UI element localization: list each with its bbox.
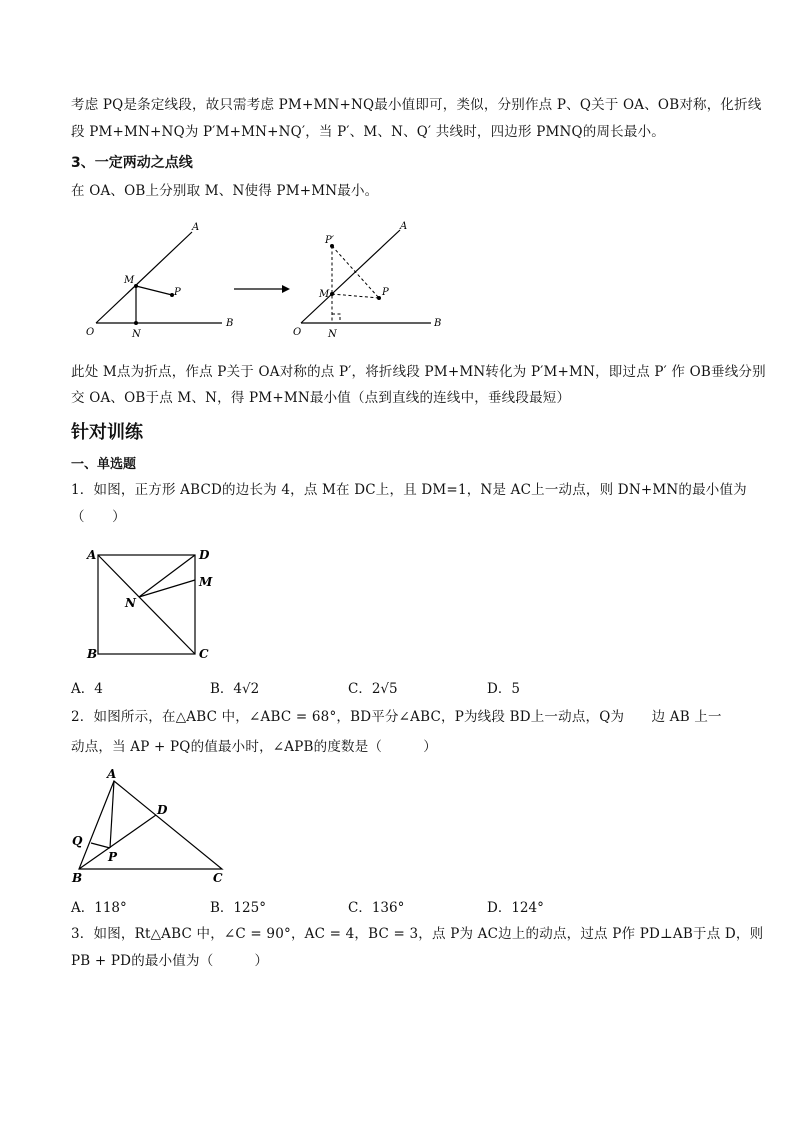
label-n: N — [125, 596, 136, 610]
label-b-right: B — [434, 318, 442, 329]
dashed-pp-prime — [332, 246, 379, 298]
segment-dn — [139, 555, 195, 597]
q3-text-2: PB + PD的最小值为（ ） — [71, 953, 269, 969]
label-n-right: N — [328, 329, 337, 340]
q1-option-c[interactable]: C．2√5 — [348, 681, 398, 697]
label-p-right: P — [382, 287, 389, 298]
q1-square-figure — [85, 545, 220, 665]
label-o: O — [86, 327, 95, 338]
q1-option-a[interactable]: A．4 — [71, 681, 103, 697]
intro-line-2: 段 PM+MN+NQ为 P′M+MN+NQ′，当 P′、M、N、Q′ 共线时，四边形 PMNQ的周长最小。 — [71, 124, 665, 140]
label-c: C — [199, 647, 209, 661]
label-a: A — [192, 222, 200, 233]
label-p: P — [174, 287, 181, 298]
q2-option-a[interactable]: A．118° — [71, 900, 127, 916]
label-p: P — [108, 850, 118, 864]
section-3-description: 在 OA、OB上分别取 M、N使得 PM+MN最小。 — [71, 183, 379, 199]
label-b: B — [87, 647, 98, 661]
q2-option-c[interactable]: C．136° — [348, 900, 405, 916]
triangle-abc — [79, 781, 222, 869]
label-m-right: M — [319, 289, 330, 300]
q2-text-2: 动点，当 AP + PQ的值最小时，∠APB的度数是（ ） — [71, 739, 437, 755]
training-subtitle: 一、单选题 — [71, 457, 137, 472]
q2-triangle-figure — [70, 765, 235, 890]
segment-pq — [91, 843, 110, 848]
training-title: 针对训练 — [71, 422, 143, 443]
explain-line-1: 此处 M点为折点，作点 P关于 OA对称的点 P′，将折线段 PM+MN转化为 P′M+MN，即过点 P′ 作 OB垂线分别 — [71, 364, 766, 380]
label-n: N — [132, 329, 141, 340]
label-o-right: O — [293, 327, 302, 338]
segment-mn — [139, 580, 195, 597]
label-d: D — [157, 803, 168, 817]
q1-option-b[interactable]: B．4√2 — [210, 681, 260, 697]
label-c: C — [213, 871, 223, 885]
q2-options — [71, 896, 723, 916]
right-angle-mark — [332, 314, 340, 323]
figure-left — [80, 218, 240, 343]
label-m: M — [199, 575, 213, 589]
q1-text-1: 1．如图，正方形 ABCD的边长为 4，点 M在 DC上，且 DM=1，N是 AC上一动点，则 DN+MN的最小值为 — [71, 482, 747, 498]
figure-right — [285, 218, 455, 343]
label-p-prime: P′ — [325, 235, 334, 246]
bisector-bd — [79, 815, 156, 869]
label-b: B — [226, 318, 234, 329]
q2-option-d[interactable]: D．124° — [487, 900, 544, 916]
label-q: Q — [72, 834, 83, 848]
label-a: A — [107, 767, 117, 781]
q2-option-b[interactable]: B．125° — [210, 900, 266, 916]
section-3-title: 3、一定两动之点线 — [71, 155, 193, 171]
label-b: B — [72, 871, 83, 885]
q2-text-1: 2．如图所示，在△ABC 中，∠ABC = 68°，BD平分∠ABC，P为线段 BD上一动点，Q为 边 AB 上一 — [71, 709, 722, 725]
intro-line-1: 考虑 PQ是条定线段，故只需考虑 PM+MN+NQ最小值即可，类似，分别作点 P、Q关于 OA、OB对称，化折线 — [71, 97, 762, 113]
explain-line-2: 交 OA、OB于点 M、N，得 PM+MN最小值（点到直线的连线中，垂线段最短） — [71, 390, 571, 406]
label-a-right: A — [400, 221, 408, 232]
q1-options — [71, 677, 723, 697]
q1-option-d[interactable]: D．5 — [487, 681, 520, 697]
point-n — [134, 321, 138, 325]
arrow-icon — [232, 282, 292, 296]
ray-oa — [96, 232, 192, 323]
segment-mp — [136, 286, 172, 295]
dashed-mp — [332, 294, 379, 298]
label-d: D — [199, 548, 210, 562]
diagonal-ac — [98, 555, 195, 654]
q3-text-1: 3．如图，Rt△ABC 中，∠C = 90°，AC = 4，BC = 3，点 P为 AC边上的动点，过点 P作 PD⊥AB于点 D，则 — [71, 926, 764, 942]
label-m: M — [124, 275, 135, 286]
point-m — [134, 284, 138, 288]
q1-text-2: （ ） — [71, 509, 126, 525]
label-a: A — [87, 548, 97, 562]
